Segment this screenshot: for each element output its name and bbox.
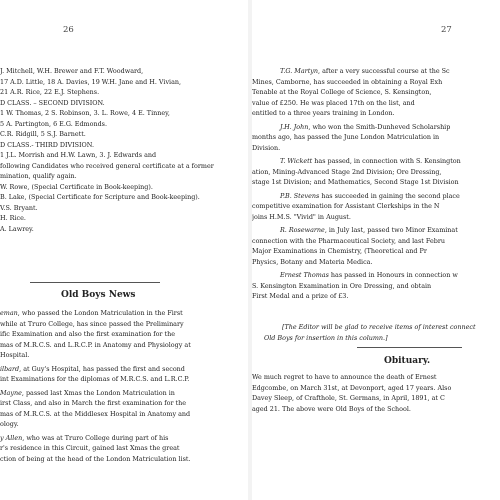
news-line: while at Truro College, has since passed the Preliminary <box>0 319 184 328</box>
right-page <box>252 0 500 500</box>
obituary-line: Edgcombe, on March 31st, at Devonport, aged 17 years. Also <box>252 383 452 392</box>
list-line: V.S. Bryant. <box>0 203 38 212</box>
news-line: stage 1st Division; and Mathematics, Second Stage 1st Division <box>252 178 459 186</box>
news-line: joins H.M.S. "Vivid" in August. <box>252 212 351 221</box>
left-page <box>0 0 248 500</box>
obituary-line: aged 21. The above were Old Boys of the School. <box>252 404 411 413</box>
news-name: y Allen <box>0 433 23 442</box>
news-line: Mayne, passed last Xmas the London Matriculation in <box>0 388 175 397</box>
news-paragraph <box>0 364 248 385</box>
news-line: competitive examination for Assistant Clerkships in the N <box>252 202 440 210</box>
list-line: 21 A.R. Rice, 22 E.J. Stephens. <box>0 88 100 96</box>
news-line: Mines, Camborne, has succeeded in obtaining a Royal Exh <box>252 77 443 86</box>
news-line: S. Kensington Examination in Ore Dressing, and obtain <box>252 281 432 290</box>
left-page-number: 26 <box>63 25 74 35</box>
news-name: T. Wickett <box>280 157 313 165</box>
news-name: J.H. John <box>280 122 309 131</box>
news-line: ology. <box>0 420 19 428</box>
right-news-list <box>252 66 500 305</box>
news-line: irst Class, and also in March the first examination for the <box>0 399 187 407</box>
list-line: 1 J.L. Morrish and H.W. Lawn, 3. J. Edwards and <box>0 151 157 159</box>
editor-note <box>264 322 500 343</box>
news-name: T.G. Martyn <box>280 67 318 75</box>
news-line: ilbard, at Guy's Hospital, has passed the first and second <box>0 364 185 373</box>
obituary-line: We much regret to have to announce the death of Ernest <box>252 373 437 381</box>
news-line: Major Examinations in Chemistry, (Theoretical and Pr <box>252 247 427 255</box>
news-line: T.G. Martyn, after a very successful course at the Sc <box>280 67 450 75</box>
news-line: Tenable at the Royal College of Science, S. Kensington, <box>252 88 432 96</box>
news-line: First Medal and a prize of £3. <box>252 292 349 300</box>
list-line: following Candidates who received general certificate at a former <box>0 161 214 170</box>
news-line: ction of being at the head of the London Matriculation list. <box>0 454 191 463</box>
editor-note-line: Old Boys for insertion in this column.] <box>264 333 388 342</box>
news-line: int Examinations for the diplomas of M.R.C.S. and L.R.C.P. <box>0 375 190 383</box>
obituary-text <box>252 372 500 414</box>
list-line: 1 W. Thomas, 2 S. Robinson, 3. L. Rowe, 4 E. Tinney, <box>0 109 170 117</box>
list-line: W. Rowe, (Special Certificate in Book-keeping). <box>0 182 153 191</box>
list-line: D CLASS. – SECOND DIVISION. <box>0 98 105 107</box>
news-line: entitled to a three years training in London. <box>252 109 395 117</box>
news-paragraph <box>0 433 248 465</box>
obituary-rule <box>357 347 462 348</box>
right-page-number: 27 <box>441 25 452 35</box>
editor-note-line: [The Editor will be glad to receive items of interest connect <box>282 323 476 331</box>
news-line: months ago, has passed the June London Matriculation in <box>252 133 440 141</box>
heading-rule-top <box>30 282 160 283</box>
old-boys-news-heading: Old Boys News <box>61 290 136 300</box>
news-paragraph <box>0 308 248 361</box>
list-line: D CLASS.- THIRD DIVISION. <box>0 140 95 149</box>
news-paragraph <box>252 122 500 154</box>
exam-results-list <box>0 66 248 234</box>
list-line: A. Lawrey. <box>0 224 34 233</box>
news-line: P.B. Stevens has succeeded in gaining the second place <box>280 191 460 200</box>
list-line: B. Lake, (Special Certificate for Scripture and Book-keeping). <box>0 193 200 201</box>
old-boys-news-list <box>0 308 248 467</box>
news-paragraph <box>252 156 500 188</box>
obituary-heading: Obituary. <box>384 356 431 366</box>
list-line: H. Rice. <box>0 214 26 222</box>
news-line: Hospital. <box>0 351 30 359</box>
news-paragraph <box>252 225 500 267</box>
list-line: mination, qualify again. <box>0 172 77 180</box>
news-name: P.B. Stevens <box>280 191 320 200</box>
news-line: J.H. John, who won the Smith-Dunheved Scholarship <box>280 122 451 131</box>
news-name: eman <box>0 309 18 317</box>
news-line: Ernest Thomas has passed in Honours in connection w <box>280 271 458 279</box>
news-line: mas of M.R.C.S. at the Middlesex Hospital in Anatomy and <box>0 409 191 418</box>
news-line: ation, Mining-Advanced Stage 2nd Division; Ore Dressing, <box>252 167 442 176</box>
list-line: C.R. Ridgill, 5 S.J. Barnett. <box>0 130 86 138</box>
news-paragraph <box>252 191 500 223</box>
news-paragraph <box>0 388 248 430</box>
news-name: Ernest Thomas <box>280 271 329 279</box>
news-line: connection with the Pharmaceutical Society, and last Febru <box>252 236 445 245</box>
news-name: R. Rosewarne <box>280 226 325 234</box>
news-line: value of £250. He was placed 17th on the list, and <box>252 98 415 107</box>
news-line: R. Rosewarne, in July last, passed two Minor Examinat <box>280 226 458 234</box>
news-name: Mayne <box>0 388 22 397</box>
news-line: Division. <box>252 143 281 152</box>
news-name: ilbard <box>0 364 20 373</box>
news-paragraph <box>252 66 500 119</box>
news-line: eman, who passed the London Matriculation in the First <box>0 309 183 317</box>
list-line: J. Mitchell, W.H. Brewer and F.T. Woodward, <box>0 67 144 75</box>
news-line: T. Wickett has passed, in connection with S. Kensington <box>280 157 461 165</box>
list-line: 5 A. Partington, 6 E.G. Edmonds. <box>0 119 107 128</box>
news-line: mas of M.R.C.S. and L.R.C.P. in Anatomy and Physiology at <box>0 340 191 349</box>
news-paragraph <box>252 270 500 302</box>
news-line: ific Examination and also the first examination for the <box>0 330 175 338</box>
news-line: r's residence in this Circuit, gained last Xmas the great <box>0 444 180 452</box>
obituary-line: Davey Sleep, of Crafthole, St. Germans, in April, 1891, at C <box>252 394 445 402</box>
news-line: Physics, Botany and Materia Medica. <box>252 257 373 266</box>
list-line: 17 A.D. Little, 18 A. Davies, 19 W.H. Jane and H. Vivian, <box>0 77 182 86</box>
news-line: y Allen, who was at Truro College during part of his <box>0 433 169 442</box>
